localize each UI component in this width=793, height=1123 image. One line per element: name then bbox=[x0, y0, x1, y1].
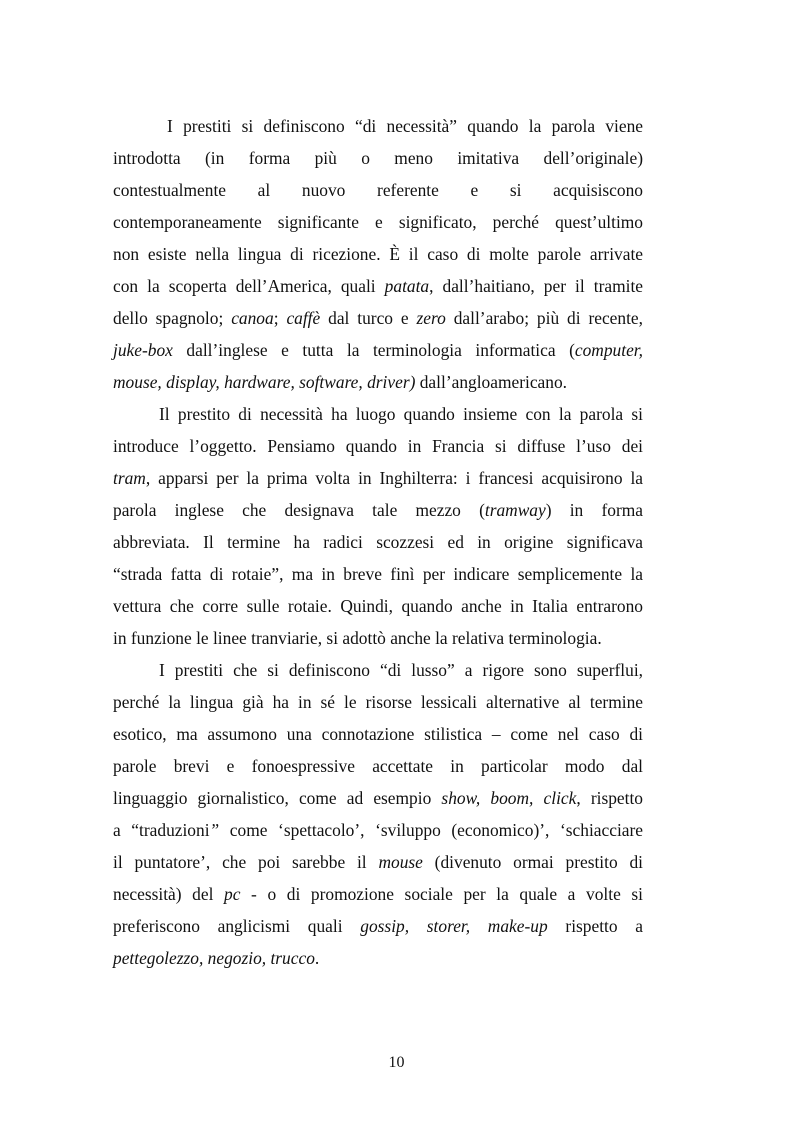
text-run: preferiscono anglicismi quali bbox=[113, 916, 361, 936]
text-line bbox=[113, 302, 643, 334]
text-run: ; bbox=[273, 308, 287, 328]
text-line bbox=[113, 398, 643, 430]
text-line bbox=[113, 590, 643, 622]
text-line bbox=[113, 942, 643, 974]
text-line bbox=[113, 270, 643, 302]
text-run: I prestiti che si definiscono “di lusso” a rigore sono superflui, bbox=[159, 660, 643, 680]
text-run: come ‘spettacolo’, ‘sviluppo (economico)’, ‘schiacciare bbox=[219, 820, 644, 840]
text-run: in funzione le linee tranviarie, si adottò anche la relativa terminologia. bbox=[113, 628, 602, 648]
text-run: Il prestito di necessità ha luogo quando insieme con la parola si bbox=[159, 404, 643, 424]
text-run: abbreviata. Il termine ha radici scozzesi ed in origine significava bbox=[113, 532, 643, 552]
text-run: introdotta (in forma più o meno imitativa dell’originale) bbox=[113, 148, 643, 168]
text-line bbox=[113, 110, 643, 142]
italic-term: mouse bbox=[378, 852, 423, 872]
text-run: dall’inglese e tutta la terminologia informatica ( bbox=[172, 340, 575, 360]
text-run: rispetto a bbox=[547, 916, 643, 936]
text-line bbox=[113, 142, 643, 174]
italic-term: patata bbox=[384, 276, 430, 296]
text-run: , rispetto bbox=[576, 788, 643, 808]
text-line bbox=[113, 846, 643, 878]
italic-term: juke-box bbox=[113, 340, 173, 360]
text-run: parola inglese che designava tale mezzo ( bbox=[113, 500, 485, 520]
text-line bbox=[113, 814, 643, 846]
paragraph bbox=[113, 398, 643, 654]
text-line bbox=[113, 686, 643, 718]
text-run: dall’angloamericano. bbox=[415, 372, 568, 392]
italic-term: zero bbox=[416, 308, 446, 328]
text-run: dello spagnolo; bbox=[113, 308, 232, 328]
text-run: perché la lingua già ha in sé le risorse lessicali alternative al termine bbox=[113, 692, 643, 712]
text-run: “strada fatta di rotaie”, ma in breve finì per indicare semplicemente la bbox=[113, 564, 643, 584]
text-run: parole brevi e fonoespressive accettate in particolar modo dal bbox=[113, 756, 643, 776]
text-run: , dall’haitiano, per il tramite bbox=[429, 276, 643, 296]
text-line bbox=[113, 782, 643, 814]
text-run: non esiste nella lingua di ricezione. È il caso di molte parole arrivate bbox=[113, 244, 643, 264]
text-run: linguaggio giornalistico, come ad esempio bbox=[113, 788, 442, 808]
italic-term: computer, bbox=[574, 340, 643, 360]
text-line bbox=[113, 238, 643, 270]
text-line bbox=[113, 174, 643, 206]
text-run: dal turco e bbox=[320, 308, 417, 328]
paragraph bbox=[113, 110, 643, 398]
text-line bbox=[113, 878, 643, 910]
text-line bbox=[113, 718, 643, 750]
text-line bbox=[113, 462, 643, 494]
italic-term: mouse, display, hardware, software, driver) bbox=[113, 372, 416, 392]
text-line bbox=[113, 910, 643, 942]
text-run: contestualmente al nuovo referente e si acquisiscono bbox=[113, 180, 643, 200]
text-line bbox=[113, 558, 643, 590]
text-line bbox=[113, 494, 643, 526]
body-text bbox=[113, 110, 643, 974]
italic-term: canoa bbox=[231, 308, 274, 328]
text-run: I prestiti si definiscono “di necessità” quando la parola viene bbox=[167, 116, 643, 136]
italic-term: show, boom, click bbox=[441, 788, 577, 808]
text-line bbox=[113, 366, 643, 398]
text-run: contemporaneamente significante e significato, perché quest’ultimo bbox=[113, 212, 643, 232]
text-run: il puntatore’, che poi sarebbe il bbox=[113, 852, 379, 872]
text-run: (divenuto ormai prestito di bbox=[422, 852, 644, 872]
text-run: dall’arabo; più di recente, bbox=[445, 308, 643, 328]
text-run: con la scoperta dell’America, quali bbox=[113, 276, 385, 296]
italic-term: tram bbox=[113, 468, 146, 488]
text-run: . bbox=[314, 948, 320, 968]
italic-term: tramway bbox=[484, 500, 546, 520]
text-line bbox=[113, 654, 643, 686]
text-run: , apparsi per la prima volta in Inghilterra: i francesi acquisirono la bbox=[145, 468, 643, 488]
italic-term: pc bbox=[224, 884, 241, 904]
text-run: introduce l’oggetto. Pensiamo quando in Francia si diffuse l’uso dei bbox=[113, 436, 643, 456]
text-line bbox=[113, 334, 643, 366]
text-line bbox=[113, 750, 643, 782]
text-run: ) in forma bbox=[545, 500, 643, 520]
paragraph bbox=[113, 654, 643, 974]
italic-term: pettegolezzo, negozio, trucco bbox=[113, 948, 315, 968]
page-number: 10 bbox=[388, 1054, 405, 1071]
text-line bbox=[113, 526, 643, 558]
italic-term: caffè bbox=[286, 308, 321, 328]
italic-term: ” bbox=[209, 820, 220, 840]
text-line bbox=[113, 206, 643, 238]
text-run: esotico, ma assumono una connotazione stilistica – come nel caso di bbox=[113, 724, 643, 744]
italic-term: gossip, storer, make-up bbox=[360, 916, 548, 936]
text-line bbox=[113, 622, 643, 654]
text-run: a “traduzioni bbox=[113, 820, 210, 840]
text-run: - o di promozione sociale per la quale a volte si bbox=[240, 884, 643, 904]
text-line bbox=[113, 430, 643, 462]
text-run: necessità) del bbox=[113, 884, 225, 904]
text-run: vettura che corre sulle rotaie. Quindi, quando anche in Italia entrarono bbox=[113, 596, 643, 616]
